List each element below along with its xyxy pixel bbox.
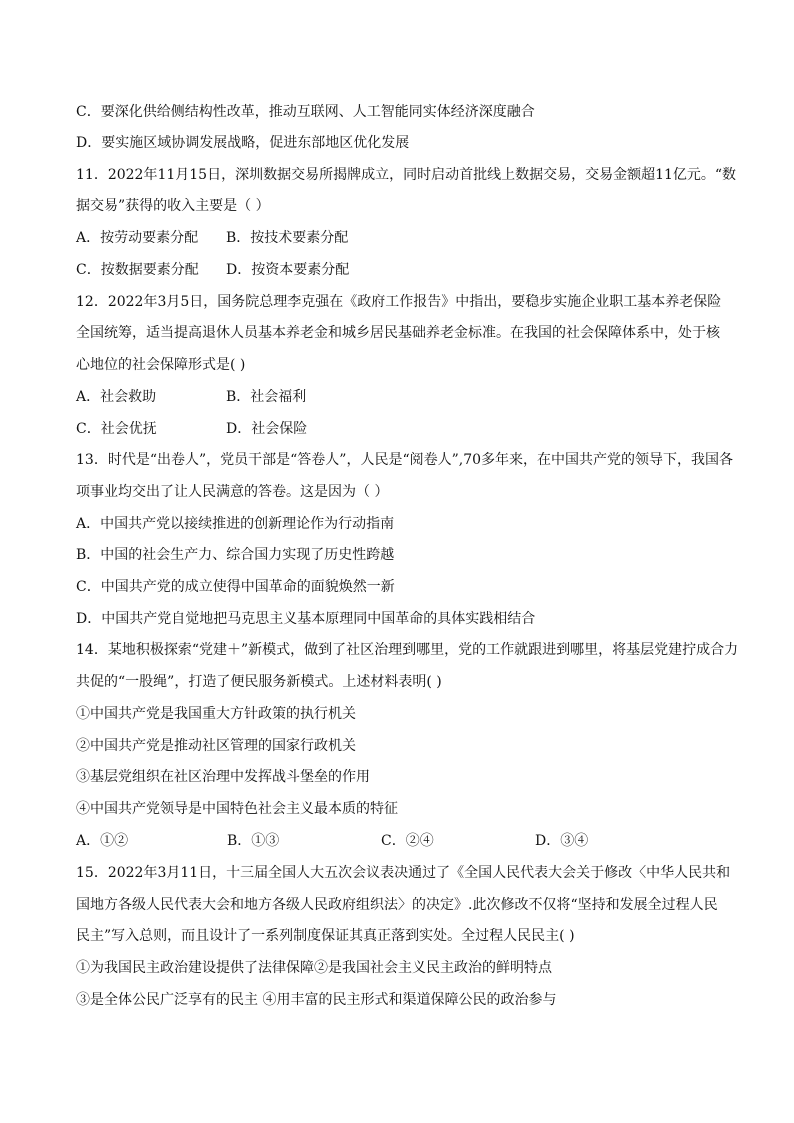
q14-option-d: D．③④ <box>535 833 589 849</box>
q15-statements-3-4: ③是全体公民广泛享有的民主 ④用丰富的民主形式和渠道保障公民的政治参与 <box>76 992 557 1008</box>
q12-stem-line2: 全国统筹，适当提高退休人员基本养老金和城乡居民基础养老金标准。在我国的社会保障体系中，处于核 <box>76 325 720 341</box>
q11-stem-line1: 11．2022年11月15日，深圳数据交易所揭牌成立，同时启动首批线上数据交易，交易金额超11亿元。“数 <box>76 167 737 183</box>
q14-statement-4: ④中国共产党领导是中国特色社会主义最本质的特征 <box>76 801 398 817</box>
q14-option-a: A．①② <box>76 833 129 849</box>
q12-option-a: A．社会救助 <box>76 389 157 405</box>
q14-stem-line2: 共促的“一股绳”，打造了便民服务新模式。上述材料表明( ) <box>76 674 442 690</box>
q14-statement-3: ③基层党组织在社区治理中发挥战斗堡垒的作用 <box>76 769 370 785</box>
q11-option-c: C．按数据要素分配 <box>76 262 199 278</box>
q11-option-b: B．按技术要素分配 <box>226 230 349 246</box>
q13-stem-line2: 项事业均交出了让人民满意的答卷。这是因为（ ） <box>76 484 389 500</box>
q14-statement-1: ①中国共产党是我国重大方针政策的执行机关 <box>76 706 356 722</box>
q13-option-b: B．中国的社会生产力、综合国力实现了历史性跨越 <box>76 547 395 563</box>
q15-stem-line2: 国地方各级人民代表大会和地方各级人民政府组织法〉的决定》.此次修改不仅将“坚持和发展全过程人民 <box>76 897 718 913</box>
q13-option-d: D．中国共产党自觉地把马克思主义基本原理同中国革命的具体实践相结合 <box>76 611 536 627</box>
q15-statements-1-2: ①为我国民主政治建设提供了法律保障②是我国社会主义民主政治的鲜明特点 <box>76 960 552 976</box>
q14-option-b: B．①③ <box>227 833 280 849</box>
q11-option-a: A．按劳动要素分配 <box>76 230 199 246</box>
q13-option-a: A．中国共产党以接续推进的创新理论作为行动指南 <box>76 516 395 532</box>
q13-option-c: C．中国共产党的成立使得中国革命的面貌焕然一新 <box>76 579 395 595</box>
q13-stem-line1: 13．时代是“出卷人”，党员干部是“答卷人”，人民是“阅卷人”,70多年来，在中国共产党的领导下，我国各 <box>76 452 734 468</box>
q15-stem-line1: 15．2022年3月11日，十三届全国人大五次会议表决通过了《全国人民代表大会关于修改〈中华人民共和 <box>76 865 731 881</box>
q14-option-c: C．②④ <box>381 833 434 849</box>
q12-option-d: D．社会保险 <box>226 421 308 437</box>
q14-stem-line1: 14．某地积极探索“党建＋”新模式，做到了社区治理到哪里，党的工作就跟进到哪里，将基层党建拧成合力 <box>76 642 739 658</box>
q12-stem-line1: 12．2022年3月5日，国务院总理李克强在《政府工作报告》中指出，要稳步实施企业职工基本养老保险 <box>76 294 722 310</box>
q10-option-d: D．要实施区域协调发展战略，促进东部地区优化发展 <box>76 135 410 151</box>
q12-option-b: B．社会福利 <box>226 389 307 405</box>
q14-statement-2: ②中国共产党是推动社区管理的国家行政机关 <box>76 738 356 754</box>
q11-stem-line2: 据交易”获得的收入主要是（ ） <box>76 198 270 214</box>
q12-option-c: C．社会优抚 <box>76 421 157 437</box>
q12-stem-line3: 心地位的社会保障形式是( ) <box>76 357 246 373</box>
q11-option-d: D．按资本要素分配 <box>226 262 350 278</box>
q15-stem-line3: 民主”写入总则，而且设计了一系列制度保证其真正落到实处。全过程人民民主( ) <box>76 928 575 944</box>
q10-option-c: C．要深化供给侧结构性改革，推动互联网、人工智能同实体经济深度融合 <box>76 104 535 120</box>
